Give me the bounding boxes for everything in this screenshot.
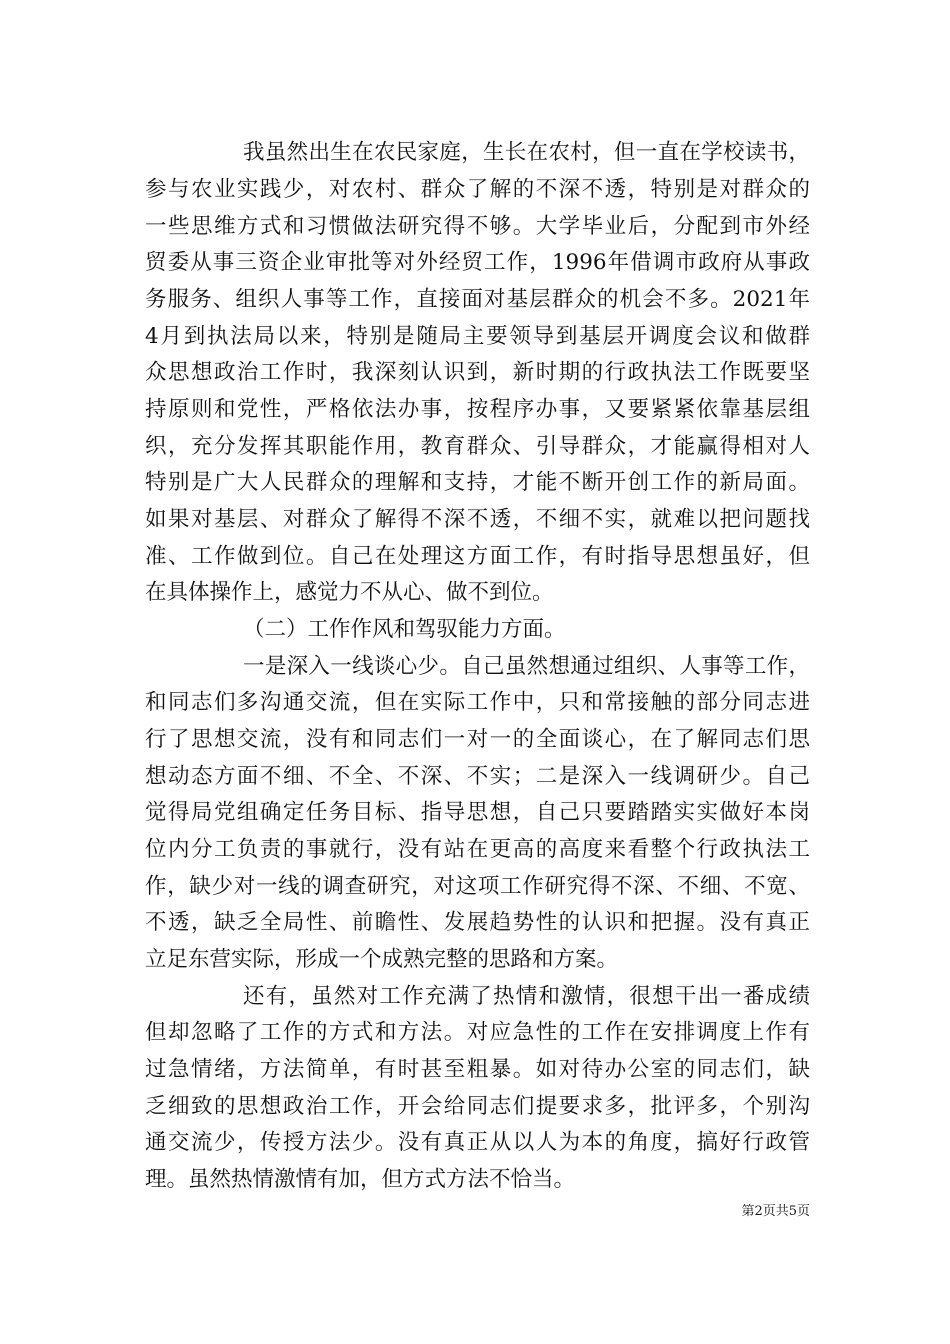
text-line-16: 和同志们多沟通交流，但在实际工作中，只和常接触的部分同志进 bbox=[145, 690, 810, 715]
text-line-9: 织，充分发挥其职能作用，教育群众、引导群众，才能赢得相对人 bbox=[145, 434, 810, 459]
text-line-19: 觉得局党组确定任务目标、指导思想，自己只要踏踏实实做好本岗 bbox=[145, 800, 810, 825]
text-line-10: 特别是广大人民群众的理解和支持，才能不断开创工作的新局面。 bbox=[145, 470, 810, 495]
text-line-3: 一些思维方式和习惯做法研究得不够。大学毕业后，分配到市外经 bbox=[145, 214, 810, 239]
text-line-22: 不透，缺乏全局性、前瞻性、发展趋势性的认识和把握。没有真正 bbox=[145, 910, 810, 935]
text-line-26: 过急情绪，方法简单，有时甚至粗暴。如对待办公室的同志们，缺 bbox=[145, 1057, 810, 1082]
text-line-5: 务服务、组织人事等工作，直接面对基层群众的机会不多。2021年 bbox=[145, 287, 810, 312]
text-line-20: 位内分工负责的事就行，没有站在更高的高度来看整个行政执法工 bbox=[145, 837, 810, 862]
text-line-8: 持原则和党性，严格依法办事，按程序办事，又要紧紧依靠基层组 bbox=[145, 397, 810, 422]
text-line-21: 作，缺少对一线的调查研究，对这项工作研究得不深、不细、不宽、 bbox=[145, 874, 810, 899]
page-number: 第2页共5页 bbox=[741, 1204, 810, 1219]
text-line-2: 参与农业实践少，对农村、群众了解的不深不透，特别是对群众的 bbox=[145, 177, 810, 202]
text-line-24: 还有，虽然对工作充满了热情和激情，很想干出一番成绩 bbox=[243, 984, 810, 1009]
text-line-15: 一是深入一线谈心少。自己虽然想通过组织、人事等工作， bbox=[243, 654, 810, 679]
text-line-1: 我虽然出生在农民家庭，生长在农村，但一直在学校读书， bbox=[243, 140, 810, 165]
text-line-27: 乏细致的思想政治工作，开会给同志们提要求多，批评多，个别沟 bbox=[145, 1094, 810, 1119]
text-line-12: 准、工作做到位。自己在处理这方面工作，有时指导思想虽好，但 bbox=[145, 544, 810, 569]
text-line-7: 众思想政治工作时，我深刻认识到，新时期的行政执法工作既要坚 bbox=[145, 360, 810, 385]
text-line-23: 立足东营实际，形成一个成熟完整的思路和方案。 bbox=[145, 947, 619, 972]
text-line-18: 想动态方面不细、不全、不深、不实；二是深入一线调研少。自己 bbox=[145, 764, 810, 789]
text-line-11: 如果对基层、对群众了解得不深不透，不细不实，就难以把问题找 bbox=[145, 507, 810, 532]
section-heading: （二）工作作风和驾驭能力方面。 bbox=[243, 617, 566, 642]
text-line-28: 通交流少，传授方法少。没有真正从以人为本的角度，搞好行政管 bbox=[145, 1130, 810, 1155]
text-line-4: 贸委从事三资企业审批等对外经贸工作，1996年借调市政府从事政 bbox=[145, 250, 810, 275]
text-line-17: 行了思想交流，没有和同志们一对一的全面谈心，在了解同志们思 bbox=[145, 727, 810, 752]
text-line-29: 理。虽然热情激情有加，但方式方法不恰当。 bbox=[145, 1167, 576, 1192]
text-line-6: 4月到执法局以来，特别是随局主要领导到基层开调度会议和做群 bbox=[145, 324, 810, 349]
text-line-13: 在具体操作上，感觉力不从心、做不到位。 bbox=[145, 580, 554, 605]
text-line-25: 但却忽略了工作的方式和方法。对应急性的工作在安排调度上作有 bbox=[145, 1020, 810, 1045]
